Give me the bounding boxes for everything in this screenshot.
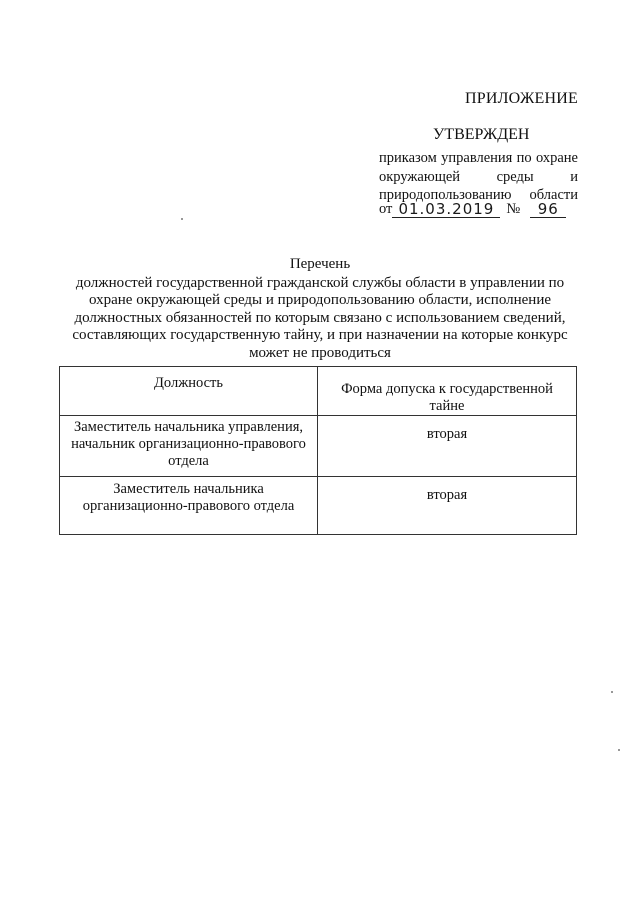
handwritten-date: 01.03.2019: [392, 201, 500, 218]
position-cell: [60, 416, 318, 477]
title-line: может не проводиться: [249, 344, 391, 361]
table-row: [60, 477, 577, 535]
title-line: должностей государственной гражданской службы области в управлении по: [75, 274, 565, 291]
order-description: приказом управления по охране окружающей среды и природопользованию области: [379, 150, 578, 203]
appendix-label: ПРИЛОЖЕНИЕ: [464, 90, 578, 107]
position-line: Заместитель начальника управления,: [73, 419, 303, 435]
position-line: организационно-правового отдела: [82, 498, 295, 514]
column-header-clearance-line: тайне: [429, 398, 465, 414]
column-header-position: Должность: [60, 367, 318, 416]
scan-speck: [611, 691, 613, 693]
handwritten-number: 96: [530, 201, 566, 218]
document-title: [60, 256, 580, 362]
clearance-cell: вторая: [318, 477, 577, 535]
scan-speck: [618, 749, 620, 751]
position-line: Заместитель начальника: [113, 481, 264, 497]
title-line: должностных обязанностей по которым связано с использованием сведений,: [74, 309, 566, 326]
column-header-clearance-line: Форма допуска к государственной: [341, 381, 553, 397]
number-sign: №: [506, 201, 521, 217]
title-heading: Перечень: [289, 256, 351, 272]
order-date-number-line: [379, 201, 578, 218]
table-header-row: [60, 367, 577, 416]
column-header-clearance: [318, 367, 577, 416]
position-cell: [60, 477, 318, 535]
approved-label: УТВЕРЖДЕН: [433, 126, 530, 143]
scan-speck: [181, 218, 183, 220]
positions-table: [59, 366, 577, 535]
position-line: начальник организационно-правового: [71, 436, 306, 452]
table-row: [60, 416, 577, 477]
date-prefix: от: [379, 201, 393, 217]
title-line: составляющих государственную тайну, и при назначении на которые конкурс: [72, 327, 568, 343]
position-line: отдела: [168, 453, 209, 469]
title-line: охране окружающей среды и природопользованию области, исполнение: [88, 292, 552, 308]
clearance-cell: вторая: [318, 416, 577, 477]
